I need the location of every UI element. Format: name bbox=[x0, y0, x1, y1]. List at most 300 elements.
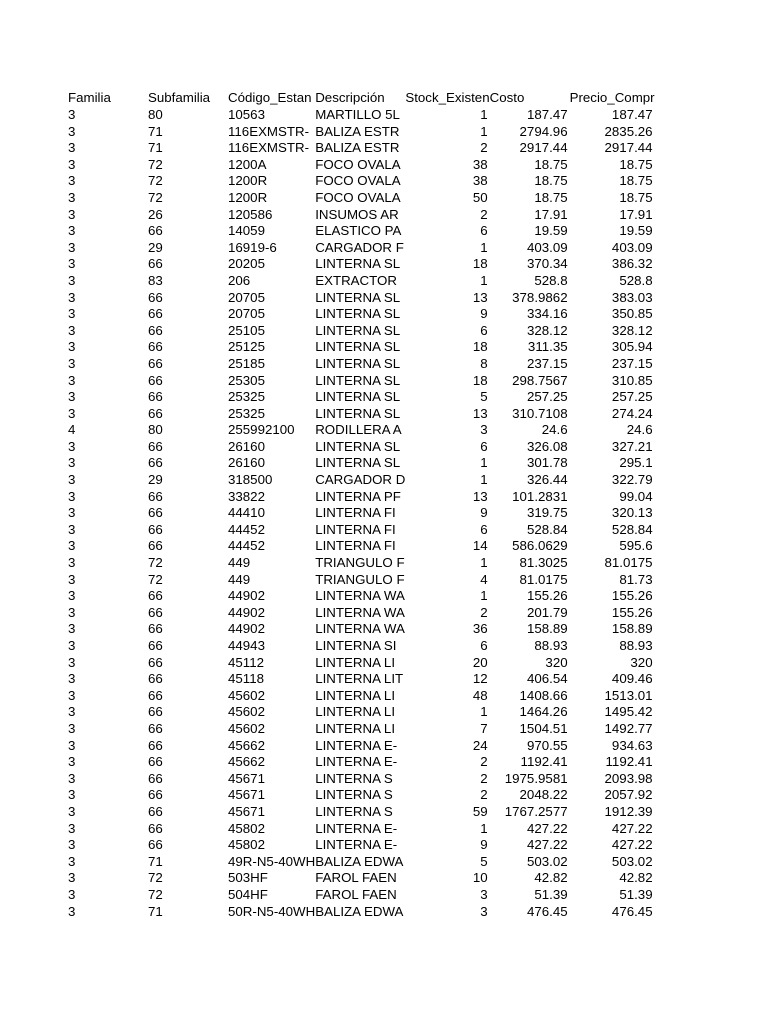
table-row bbox=[68, 422, 655, 439]
cell-familia: 3 bbox=[68, 372, 76, 388]
cell-codigo: 45602 bbox=[228, 704, 265, 720]
cell-descripcion: LINTERNA SL bbox=[315, 256, 401, 272]
cell-descripcion: LINTERNA SL bbox=[315, 289, 401, 305]
cell-descripcion: LINTERNA FI bbox=[315, 505, 396, 521]
cell-precio: 1912.39 bbox=[604, 803, 653, 819]
cell-costo: 101.2831 bbox=[512, 488, 568, 504]
cell-subfamilia: 66 bbox=[148, 339, 163, 355]
cell-subfamilia: 66 bbox=[148, 256, 163, 272]
table-row bbox=[68, 655, 655, 672]
cell-stock: 2 bbox=[480, 206, 488, 222]
table-row bbox=[68, 406, 655, 423]
cell-precio: 155.26 bbox=[611, 604, 653, 620]
cell-descripcion: LINTERNA SL bbox=[315, 322, 401, 338]
cell-familia: 3 bbox=[68, 389, 76, 405]
cell-costo: 18.75 bbox=[534, 173, 568, 189]
cell-subfamilia: 66 bbox=[148, 505, 163, 521]
table-row bbox=[68, 555, 655, 572]
cell-familia: 3 bbox=[68, 754, 76, 770]
cell-stock: 38 bbox=[472, 156, 488, 172]
cell-subfamilia: 66 bbox=[148, 803, 163, 819]
cell-precio: 310.85 bbox=[611, 372, 653, 388]
cell-costo: 298.7567 bbox=[512, 372, 568, 388]
cell-subfamilia: 66 bbox=[148, 604, 163, 620]
table-row bbox=[68, 638, 655, 655]
cell-descripcion: LINTERNA S bbox=[315, 787, 393, 803]
cell-stock: 9 bbox=[480, 505, 488, 521]
cell-familia: 3 bbox=[68, 571, 76, 587]
table-row bbox=[68, 306, 655, 323]
cell-codigo: 44410 bbox=[228, 505, 265, 521]
table-row bbox=[68, 771, 655, 788]
cell-codigo: 255992100 bbox=[228, 422, 295, 438]
cell-familia: 3 bbox=[68, 886, 76, 902]
cell-descripcion: LINTERNA LI bbox=[315, 704, 396, 720]
cell-subfamilia: 66 bbox=[148, 638, 163, 653]
cell-subfamilia: 66 bbox=[148, 405, 163, 421]
cell-costo: 51.39 bbox=[534, 886, 568, 902]
table-row bbox=[68, 522, 655, 539]
cell-precio: 934.63 bbox=[611, 737, 653, 753]
table-row bbox=[68, 339, 655, 356]
cell-familia: 3 bbox=[68, 803, 76, 819]
cell-subfamilia: 66 bbox=[148, 223, 163, 239]
cell-costo: 88.93 bbox=[534, 638, 568, 653]
cell-codigo: 45118 bbox=[228, 671, 264, 687]
cell-descripcion: LINTERNA S bbox=[315, 770, 393, 786]
table-row bbox=[68, 190, 655, 207]
cell-descripcion: LINTERNA SL bbox=[315, 339, 401, 355]
cell-familia: 3 bbox=[68, 654, 76, 670]
cell-precio: 19.59 bbox=[619, 223, 653, 239]
cell-stock: 18 bbox=[472, 372, 488, 388]
cell-stock: 1 bbox=[480, 472, 488, 488]
cell-stock: 14 bbox=[472, 538, 488, 554]
cell-stock: 6 bbox=[480, 638, 488, 653]
cell-precio: 99.04 bbox=[619, 488, 653, 504]
cell-descripcion: BALIZA EDWA bbox=[315, 903, 404, 919]
cell-costo: 427.22 bbox=[526, 820, 568, 836]
cell-subfamilia: 66 bbox=[148, 455, 163, 471]
cell-descripcion: TRIANGULO F bbox=[315, 571, 405, 587]
cell-precio: 595.6 bbox=[619, 538, 653, 554]
cell-codigo: 45802 bbox=[228, 820, 265, 836]
cell-familia: 3 bbox=[68, 671, 76, 687]
cell-precio: 427.22 bbox=[611, 820, 653, 836]
cell-descripcion: LINTERNA FI bbox=[315, 521, 396, 537]
table-row bbox=[68, 721, 655, 738]
table-row bbox=[68, 754, 655, 771]
cell-codigo: 49R-N5-40WH bbox=[228, 853, 316, 869]
cell-descripcion: FOCO OVALA bbox=[315, 189, 401, 205]
cell-familia: 3 bbox=[68, 472, 76, 488]
cell-descripcion: BALIZA EDWA bbox=[315, 853, 404, 869]
cell-stock: 13 bbox=[472, 488, 488, 504]
cell-familia: 3 bbox=[68, 737, 76, 753]
cell-precio: 305.94 bbox=[611, 339, 653, 355]
cell-costo: 201.79 bbox=[526, 604, 568, 620]
cell-precio: 158.89 bbox=[611, 621, 653, 637]
cell-descripcion: LINTERNA SL bbox=[315, 372, 401, 388]
cell-codigo: 25325 bbox=[228, 405, 265, 421]
cell-descripcion: LINTERNA LI bbox=[315, 720, 396, 736]
table-row bbox=[68, 173, 655, 190]
cell-codigo: 44452 bbox=[228, 521, 265, 537]
cell-codigo: 45662 bbox=[228, 754, 265, 770]
cell-codigo: 25305 bbox=[228, 372, 265, 388]
cell-costo: 158.89 bbox=[526, 621, 568, 637]
cell-subfamilia: 66 bbox=[148, 306, 163, 322]
cell-familia: 3 bbox=[68, 903, 76, 919]
table-row bbox=[68, 124, 655, 141]
table-row bbox=[68, 472, 655, 489]
cell-precio: 350.85 bbox=[611, 306, 653, 322]
cell-familia: 3 bbox=[68, 538, 76, 554]
cell-precio: 257.25 bbox=[611, 389, 653, 405]
cell-stock: 2 bbox=[480, 140, 488, 156]
cell-stock: 3 bbox=[480, 903, 488, 919]
cell-descripcion: LINTERNA E- bbox=[315, 754, 398, 770]
cell-descripcion: LINTERNA WA bbox=[315, 604, 405, 620]
cell-familia: 3 bbox=[68, 438, 76, 454]
cell-codigo: 14059 bbox=[228, 223, 265, 239]
cell-subfamilia: 26 bbox=[148, 206, 163, 222]
cell-costo: 17.91 bbox=[534, 206, 568, 222]
cell-familia: 3 bbox=[68, 140, 76, 156]
cell-codigo: 44902 bbox=[228, 604, 265, 620]
cell-subfamilia: 71 bbox=[148, 903, 163, 919]
cell-descripcion: LINTERNA SL bbox=[315, 438, 401, 454]
cell-costo: 257.25 bbox=[526, 389, 568, 405]
cell-stock: 1 bbox=[480, 239, 488, 255]
cell-costo: 1504.51 bbox=[519, 720, 568, 736]
table-row bbox=[68, 904, 655, 921]
table-row bbox=[68, 356, 655, 373]
table-row bbox=[68, 256, 655, 273]
cell-costo: 503.02 bbox=[526, 853, 568, 869]
cell-stock: 1 bbox=[480, 455, 488, 471]
cell-descripcion: LINTERNA PF bbox=[315, 488, 401, 504]
cell-familia: 3 bbox=[68, 588, 76, 604]
cell-subfamilia: 80 bbox=[148, 422, 163, 438]
cell-precio: 18.75 bbox=[619, 173, 653, 189]
table-row bbox=[68, 538, 655, 555]
cell-subfamilia: 66 bbox=[148, 787, 163, 803]
cell-stock: 1 bbox=[480, 123, 488, 139]
cell-codigo: 44902 bbox=[228, 621, 265, 637]
cell-familia: 3 bbox=[68, 687, 76, 703]
cell-subfamilia: 72 bbox=[148, 189, 163, 205]
cell-familia: 3 bbox=[68, 455, 76, 471]
cell-costo: 1767.2577 bbox=[504, 803, 568, 819]
cell-descripcion: RODILLERA A bbox=[315, 422, 402, 438]
cell-precio: 322.79 bbox=[611, 472, 653, 488]
header-stock: Stock_Existen bbox=[405, 90, 490, 106]
spreadsheet bbox=[68, 90, 655, 920]
cell-familia: 3 bbox=[68, 488, 76, 504]
cell-stock: 36 bbox=[472, 621, 488, 637]
cell-costo: 370.34 bbox=[526, 256, 568, 272]
cell-precio: 528.84 bbox=[611, 521, 653, 537]
cell-stock: 5 bbox=[480, 853, 488, 869]
cell-stock: 4 bbox=[480, 571, 488, 587]
header-familia: Familia bbox=[68, 90, 111, 106]
table-row bbox=[68, 157, 655, 174]
cell-familia: 3 bbox=[68, 704, 76, 720]
cell-codigo: 1200R bbox=[228, 173, 268, 189]
cell-precio: 528.8 bbox=[619, 272, 653, 288]
cell-descripcion: LINTERNA SL bbox=[315, 389, 401, 405]
cell-stock: 3 bbox=[480, 886, 488, 902]
cell-stock: 3 bbox=[480, 422, 488, 438]
cell-precio: 1495.42 bbox=[604, 704, 653, 720]
cell-costo: 406.54 bbox=[526, 671, 568, 687]
cell-codigo: 116EXMSTR- bbox=[228, 140, 310, 156]
cell-familia: 3 bbox=[68, 289, 76, 305]
cell-stock: 6 bbox=[480, 223, 488, 239]
cell-familia: 3 bbox=[68, 306, 76, 322]
cell-familia: 3 bbox=[68, 621, 76, 637]
cell-subfamilia: 66 bbox=[148, 820, 163, 836]
cell-precio: 2917.44 bbox=[604, 140, 653, 156]
cell-precio: 88.93 bbox=[619, 638, 653, 653]
cell-stock: 13 bbox=[472, 405, 488, 421]
cell-subfamilia: 72 bbox=[148, 886, 163, 902]
table-row bbox=[68, 107, 655, 124]
cell-familia: 3 bbox=[68, 405, 76, 421]
cell-costo: 326.08 bbox=[526, 438, 568, 454]
table-row bbox=[68, 854, 655, 871]
table-row bbox=[68, 837, 655, 854]
cell-subfamilia: 72 bbox=[148, 156, 163, 172]
cell-codigo: 10563 bbox=[228, 107, 265, 122]
cell-precio: 2835.26 bbox=[604, 123, 653, 139]
table-row bbox=[68, 887, 655, 904]
cell-costo: 328.12 bbox=[526, 322, 568, 338]
cell-codigo: 206 bbox=[228, 272, 251, 288]
cell-stock: 2 bbox=[480, 604, 488, 620]
cell-costo: 427.22 bbox=[526, 837, 568, 853]
table-row bbox=[68, 588, 655, 605]
table-row bbox=[68, 821, 655, 838]
cell-codigo: 50R-N5-40WH bbox=[228, 903, 316, 919]
cell-precio: 18.75 bbox=[619, 156, 653, 172]
cell-descripcion: EXTRACTOR bbox=[315, 272, 397, 288]
cell-precio: 81.0175 bbox=[604, 555, 653, 571]
cell-codigo: 1200A bbox=[228, 156, 267, 172]
cell-codigo: 116EXMSTR- bbox=[228, 123, 310, 139]
table-row bbox=[68, 621, 655, 638]
cell-stock: 10 bbox=[472, 870, 488, 886]
cell-precio: 155.26 bbox=[611, 588, 653, 604]
cell-descripcion: FOCO OVALA bbox=[315, 156, 401, 172]
cell-subfamilia: 71 bbox=[148, 140, 163, 156]
cell-codigo: 20705 bbox=[228, 289, 265, 305]
cell-subfamilia: 66 bbox=[148, 538, 163, 554]
cell-stock: 1 bbox=[480, 704, 488, 720]
cell-subfamilia: 66 bbox=[148, 488, 163, 504]
cell-precio: 24.6 bbox=[626, 422, 653, 438]
cell-descripcion: LINTERNA SL bbox=[315, 455, 401, 471]
cell-descripcion: LINTERNA WA bbox=[315, 588, 405, 604]
cell-familia: 3 bbox=[68, 870, 76, 886]
table-row bbox=[68, 207, 655, 224]
cell-precio: 386.32 bbox=[611, 256, 653, 272]
cell-familia: 3 bbox=[68, 256, 76, 272]
cell-codigo: 1200R bbox=[228, 189, 268, 205]
cell-costo: 528.8 bbox=[534, 272, 568, 288]
cell-subfamilia: 66 bbox=[148, 754, 163, 770]
cell-codigo: 26160 bbox=[228, 455, 265, 471]
cell-stock: 59 bbox=[472, 803, 488, 819]
cell-costo: 187.47 bbox=[526, 107, 568, 122]
cell-stock: 18 bbox=[472, 339, 488, 355]
data-table bbox=[68, 90, 655, 920]
cell-familia: 3 bbox=[68, 322, 76, 338]
cell-precio: 320.13 bbox=[611, 505, 653, 521]
cell-descripcion: LINTERNA E- bbox=[315, 737, 398, 753]
cell-costo: 311.35 bbox=[527, 339, 568, 355]
table-body bbox=[68, 90, 655, 920]
cell-costo: 81.3025 bbox=[519, 555, 568, 571]
cell-precio: 18.75 bbox=[619, 189, 653, 205]
cell-precio: 295.1 bbox=[619, 455, 653, 471]
table-row bbox=[68, 373, 655, 390]
cell-precio: 327.21 bbox=[611, 438, 653, 454]
cell-costo: 18.75 bbox=[534, 189, 568, 205]
cell-costo: 970.55 bbox=[526, 737, 568, 753]
cell-familia: 3 bbox=[68, 521, 76, 537]
cell-descripcion: BALIZA ESTR bbox=[315, 140, 400, 156]
table-row bbox=[68, 704, 655, 721]
cell-familia: 3 bbox=[68, 853, 76, 869]
header-subfamilia: Subfamilia bbox=[148, 90, 211, 106]
cell-precio: 409.46 bbox=[611, 671, 653, 687]
cell-codigo: 449 bbox=[228, 571, 251, 587]
cell-costo: 2794.96 bbox=[519, 123, 568, 139]
cell-codigo: 45662 bbox=[228, 737, 265, 753]
cell-descripcion: TRIANGULO F bbox=[315, 555, 405, 571]
table-row bbox=[68, 439, 655, 456]
cell-familia: 3 bbox=[68, 173, 76, 189]
cell-familia: 3 bbox=[68, 156, 76, 172]
cell-precio: 237.15 bbox=[611, 355, 653, 371]
header-descripcion: Descripción bbox=[315, 90, 385, 106]
cell-stock: 38 bbox=[472, 173, 488, 189]
cell-descripcion: BALIZA ESTR bbox=[315, 123, 400, 139]
table-row bbox=[68, 389, 655, 406]
cell-precio: 51.39 bbox=[619, 886, 653, 902]
cell-costo: 1408.66 bbox=[519, 687, 568, 703]
cell-subfamilia: 80 bbox=[148, 107, 163, 122]
cell-familia: 3 bbox=[68, 206, 76, 222]
cell-codigo: 45802 bbox=[228, 837, 265, 853]
cell-subfamilia: 71 bbox=[148, 123, 163, 139]
cell-familia: 3 bbox=[68, 787, 76, 803]
cell-stock: 1 bbox=[480, 555, 488, 571]
cell-precio: 320 bbox=[630, 654, 653, 670]
cell-codigo: 45112 bbox=[228, 654, 264, 670]
table-row bbox=[68, 870, 655, 887]
cell-precio: 476.45 bbox=[611, 903, 653, 919]
cell-subfamilia: 72 bbox=[148, 870, 163, 886]
table-row bbox=[68, 455, 655, 472]
cell-familia: 3 bbox=[68, 720, 76, 736]
cell-subfamilia: 66 bbox=[148, 438, 163, 454]
cell-codigo: 16919-6 bbox=[228, 239, 277, 255]
cell-familia: 3 bbox=[68, 223, 76, 239]
cell-precio: 1513.01 bbox=[604, 687, 653, 703]
cell-stock: 2 bbox=[480, 787, 488, 803]
cell-subfamilia: 66 bbox=[148, 671, 163, 687]
cell-precio: 2057.92 bbox=[604, 787, 653, 803]
cell-precio: 427.22 bbox=[611, 837, 653, 853]
cell-descripcion: LINTERNA LIT bbox=[315, 671, 404, 687]
cell-costo: 2917.44 bbox=[519, 140, 568, 156]
cell-codigo: 33822 bbox=[228, 488, 265, 504]
cell-codigo: 44943 bbox=[228, 638, 265, 653]
header-row bbox=[68, 90, 655, 107]
cell-familia: 3 bbox=[68, 272, 76, 288]
cell-familia: 3 bbox=[68, 770, 76, 786]
cell-subfamilia: 66 bbox=[148, 372, 163, 388]
cell-precio: 1192.41 bbox=[605, 754, 653, 770]
cell-descripcion: LINTERNA SL bbox=[315, 405, 401, 421]
cell-precio: 81.73 bbox=[619, 571, 653, 587]
cell-codigo: 25105 bbox=[228, 322, 265, 338]
table-row bbox=[68, 140, 655, 157]
cell-codigo: 449 bbox=[228, 555, 251, 571]
cell-subfamilia: 71 bbox=[148, 853, 163, 869]
cell-familia: 3 bbox=[68, 355, 76, 371]
header-costo: Costo bbox=[489, 90, 525, 106]
cell-codigo: 25185 bbox=[228, 355, 265, 371]
cell-stock: 18 bbox=[472, 256, 488, 272]
cell-familia: 3 bbox=[68, 505, 76, 521]
cell-stock: 6 bbox=[480, 521, 488, 537]
cell-descripcion: FOCO OVALA bbox=[315, 173, 401, 189]
cell-stock: 1 bbox=[480, 588, 488, 604]
cell-descripcion: CARGADOR D bbox=[315, 472, 406, 488]
table-row bbox=[68, 738, 655, 755]
cell-familia: 3 bbox=[68, 339, 76, 355]
cell-descripcion: FAROL FAEN bbox=[315, 870, 397, 886]
table-row bbox=[68, 489, 655, 506]
cell-descripcion: LINTERNA S bbox=[315, 803, 393, 819]
cell-descripcion: LINTERNA E- bbox=[315, 820, 398, 836]
cell-stock: 7 bbox=[480, 720, 488, 736]
table-row bbox=[68, 323, 655, 340]
cell-descripcion: LINTERNA FI bbox=[315, 538, 396, 554]
cell-stock: 1 bbox=[480, 272, 488, 288]
cell-descripcion: LINTERNA SL bbox=[315, 306, 401, 322]
cell-subfamilia: 66 bbox=[148, 837, 163, 853]
cell-codigo: 20705 bbox=[228, 306, 265, 322]
cell-codigo: 44452 bbox=[228, 538, 265, 554]
cell-subfamilia: 66 bbox=[148, 654, 163, 670]
cell-precio: 1492.77 bbox=[604, 720, 653, 736]
cell-costo: 155.26 bbox=[526, 588, 568, 604]
cell-precio: 2093.98 bbox=[604, 770, 653, 786]
cell-descripcion: MARTILLO 5L bbox=[315, 107, 400, 122]
cell-stock: 2 bbox=[480, 770, 488, 786]
cell-familia: 3 bbox=[68, 820, 76, 836]
cell-familia: 3 bbox=[68, 837, 76, 853]
cell-stock: 9 bbox=[480, 837, 488, 853]
cell-stock: 9 bbox=[480, 306, 488, 322]
cell-stock: 12 bbox=[472, 671, 488, 687]
cell-familia: 3 bbox=[68, 123, 76, 139]
